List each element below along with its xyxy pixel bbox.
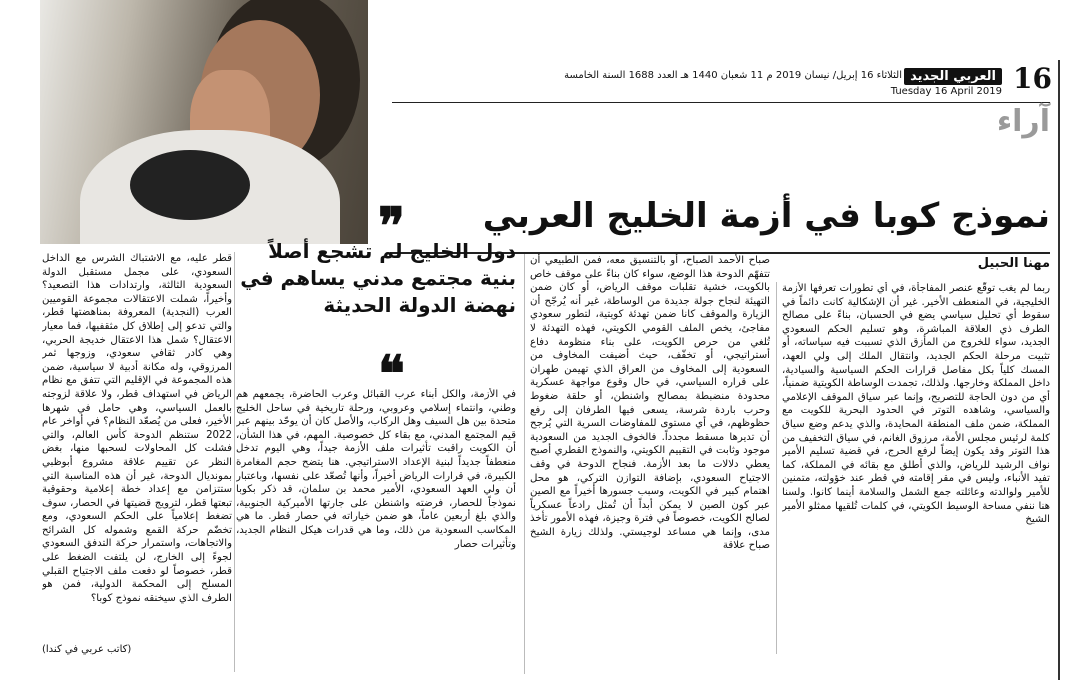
masthead bbox=[392, 60, 1052, 100]
quote-mark-open: ❞ bbox=[378, 196, 405, 255]
author-photo bbox=[40, 0, 368, 244]
article-column-3: في الأزمة، والكل أبناء عرب القبائل وعرب الحاضرة، يجمعهم هم وطني، وانتماء إسلامي وعروبي، ورحلة تاريخية في ساحل الخليج متحدة بين هل السيف وهل الركاب، والأصل كان أن يوحّد بينهم عبر قيم المجتمع المدني، مع بقاء كل خصوصية. المهم، في هذا الشأن، أن الكويت راقبت تأثيرات ملف الأزمة جيداً، وهي اليوم تدخل منعطفاً جديداً لبنية الإعداد الاستراتيجي. هنا يتضح حجم المغامرة الكبيرة، في قرارات الرياض أخيراً، وأنها تُصعّد على نفسها، وباعتبار أن ولي العهد السعودي، الأمير محمد بن سلمان، قد ذكر بكوبا نموذجاً للحصار، فرضته واشنطن على جارتها الأميركية الجنوبية، والذي بلغ أربعين عاماً، هو ضمن خياراته في حصار قطر. ما هي المكاسب السعودية من ذلك، وما هي قدرات هيكل النظام الجديد، وتأثيرات حصار bbox=[236, 389, 516, 550]
article-column-4: قطر عليه، مع الاشتباك الشرس مع الداخل السعودي، على مجمل مستقبل الدولة السعودية الثالثة، وارتدادات هذا التصعيد؟ وأخيراً، شملت الاعتقالات مجموعة القوميين العرب (النجدية) المعروفة بمناهضتها قطر، والتي تدعو إلى إطلاق كل مثقفيها، فما معيار الاعتقال؟ شمل هذا الاعتقال خديجة الحربي، وهي كادر ثقافي سعودي، وزوجها ثمر المرزوقي، وله مكانة أدبية لا سياسية، ضمن هذه المجموعة في الإقليم التي تتفق مع نظام الرياض في استهداف قطر، ولا علاقة لزوجته بالعمل السياسي، وهي حامل في شهرها الأخير، فعلى من يُصعّد النظام؟ في أواخر عام 2022 ستنظم الدوحة كأس العالم، والتي فشلت كل المحاولات لسحبها منها، بغض النظر عن تقييم علاقة مشروع أبوظبي بمونديال الدوحة، غير أن هذه المناسبة التي ستتزامن مع إعداد خطة إعلامية وحقوقية تبعتها قطر، لترويج قضيتها في الحصار، سوف تضغط إعلامياً على الحكم السعودي، ومع تخضّم حركة القمع وشموله كل الشرائح والاتجاهات، واستمرار حركة التدفق السعودي لجوءً إلى الخارج، لن يلتفت الضغط على قطر، خصوصاً لو دفعت ملف الاجتياح القبلي المسلح إلى المحكمة الدولية، فمن هو الطرف الذي سيخنقه نموذج كوبا؟ bbox=[42, 253, 232, 604]
section-divider bbox=[392, 102, 1050, 103]
date-english: Tuesday 16 April 2019 bbox=[890, 86, 1002, 97]
article-column-2: صباح الأحمد الصباح، أو بالتنسيق معه، فمن الطبيعي أن تتفهّم الدوحة هذا الوضع، سواء كان بناءً على موقف خاص بالكويت، خشية تقلبات موقف الرياض، أو كان ضمن التهيئة لنجاح جولة جديدة من الوساطة، غير أنه يُرجّح أن الزيارة والموقف كانا ضمن تهدئة كويتية، لتطور سعودي مفاجئ، يخص الملف القومي الكويتي، فهذه التهدئة لا تُلغي من حرص الكويت، على بناء منظومة دفاع أستراتيجي، أو تخفّف، حيث أضيفت المخاوف من السعودية إلى المخاوف من العراق الذي تهيمن طهران على قراره السياسي، في حال وقوع مواجهة عسكرية محدودة منضبطة بمصالح واشنطن، أو حلقة ضغوط وحرب باردة شرسة، يسعى فيها الطرفان إلى رفع حظوظهم، في أي مستوى للمفاوضات السرية التي يُرجح أن تديرها مسقط مجدداً. فالخوف الجديد من السعودية موجود وثابت في التقييم الكويتي، والنموذج القطري أصبح يعطي دلالات ما بعد الأزمة. فنجاح الدوحة في وقف الاجتياح السعودي، بإضافة التوازن التركي، هو محل اهتمام كبير في الكويت، وسبب جسورها أخيراً مع الصين عبر كون الصين لا يمكن أبداً أن تُمثل رادعاً عسكرياً لصالح الكويت، خصوصاً في فترة وجيزة، فهذه الأمور تأخذ مدى، وإنما هي مساعد لوجيستي. ولذلك زيارة الشيخ صباح علاقة bbox=[530, 255, 770, 552]
author-name: مهنا الحبيل bbox=[977, 256, 1050, 271]
column-rule bbox=[234, 252, 235, 672]
section-title: آراء bbox=[996, 104, 1050, 139]
article-column-1: ربما لم يغب توقّع عنصر المفاجأة، في أي تطورات تعرفها الأزمة الخليجية، في المنعطف الأخير. غير أن الإشكالية كانت دائماً في سقوط أي تحليل سياسي يضع في الحسبان، بناءً على مصالح الطرف ذي العلاقة المباشرة، وهو تسليم الحكم السعودي الجديد، سواء للخروج من المأزق الذي تسببت فيه سياساته، أو تثبيت مرحلة الحكم الجديد، وانتقال الملك إلى ولي العهد، المسك كلياً بكل مفاصل قرارات الحكم السياسية والسيادية، داخل المملكة وخارجها. ولذلك، تجمدت الوساطة الكويتية ضمنياً، أي من دون الحاجة للتصريح، وإنما عبر سياق الموقف الإعلامي والسياسي، وشاهده التوتر في الحدود البحرية للكويت مع المملكة، ضمن ملف المنطقة المحايدة، والذي يدعم وضع سياق كلمة لرئيس مجلس الأمة، مرزوق الغانم، في سياق التخفيف من هذا التوتر وقد يكون إيضاً لرفع الحرج، في قضية تسليم الأمير نواف الرشيد للرياض، والذي أطلق مع بقائه في المملكة، كما تفيد الأنباء، وليس في مقر إقامته في قطر عند خؤولته، متمنين للأمير ولوالدته وعائلته جمع الشمل والسلامة أينما كانوا. ولسنا هنا ننفي مساحة الوسيط الكويتي، في كلمات تُلقيها ممثلو الأمير الشيخ bbox=[782, 283, 1050, 526]
quote-mark-close: ❝ bbox=[378, 344, 405, 403]
column-rule bbox=[776, 282, 777, 654]
column-rule bbox=[524, 254, 525, 674]
author-caption: (كاتب عربي في كندا) bbox=[42, 644, 132, 655]
side-rule bbox=[1058, 60, 1060, 680]
article-headline: نموذج كوبا في أزمة الخليج العربي bbox=[482, 196, 1050, 236]
newspaper-logo: العربي الجديد bbox=[904, 68, 1002, 85]
page-number: 16 bbox=[1013, 62, 1052, 95]
pull-quote: دول الخليج لم تشجع أصلاً بنية مجتمع مدني يساهم في نهضة الدولة الحديثة bbox=[240, 239, 516, 317]
dateline: الثلاثاء 16 إبريل/ نيسان 2019 م 11 شعبان 1440 هـ العدد 1688 السنة الخامسة bbox=[564, 70, 902, 81]
